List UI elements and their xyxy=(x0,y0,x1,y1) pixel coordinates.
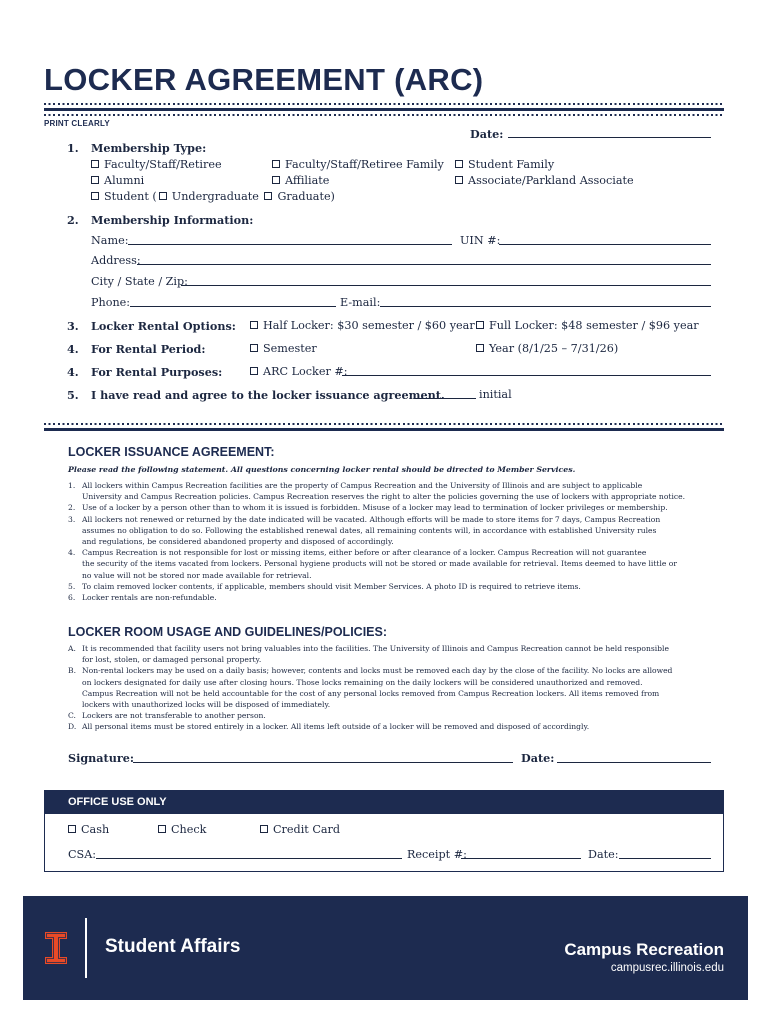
guidelines-item xyxy=(68,721,718,732)
option-arc-locker[interactable]: ARC Locker #: xyxy=(250,365,348,378)
q3-number: 3. xyxy=(67,319,79,333)
signature-label: Signature: xyxy=(68,751,134,765)
csa-field[interactable] xyxy=(96,858,402,859)
footer-banner xyxy=(23,896,748,1000)
footer-divider xyxy=(85,918,87,978)
date-field[interactable] xyxy=(508,137,711,138)
guidelines-item-number: D. xyxy=(68,722,77,732)
student-affairs-label: Student Affairs xyxy=(105,936,241,957)
guidelines-item-text: lockers with unauthorized locks will be disposed of immediately. xyxy=(82,700,331,710)
guidelines-heading: LOCKER ROOM USAGE AND GUIDELINES/POLICIES: xyxy=(68,625,388,639)
option-credit-card[interactable]: Credit Card xyxy=(260,823,340,836)
guidelines-item-text: for lost, stolen, or damaged personal property. xyxy=(82,655,262,665)
divider xyxy=(44,103,724,105)
date-label: Date: xyxy=(470,127,504,141)
issuance-item-number: 6. xyxy=(68,593,76,603)
guidelines-item xyxy=(68,665,718,710)
name-field[interactable] xyxy=(128,244,452,245)
checkbox-icon[interactable] xyxy=(158,825,166,833)
guidelines-item-number: B. xyxy=(68,666,76,676)
q4-number: 4. xyxy=(67,342,79,356)
option-year[interactable]: Year (8/1/25 – 7/31/26) xyxy=(476,342,618,355)
option-check[interactable]: Check xyxy=(158,823,206,836)
issuance-item-text: University and Campus Recreation policies. Campus Recreation reserves the right to alter the policies governing the use of lockers with appropriate notice. xyxy=(82,492,686,502)
issuance-item-text: All lockers not renewed or returned by the date indicated will be vacated. Although efforts will be made to store items for 7 days, Campus Recreation xyxy=(82,514,661,524)
guidelines-item xyxy=(68,643,718,665)
checkbox-icon[interactable] xyxy=(250,344,258,352)
office-date-field[interactable] xyxy=(619,858,711,859)
city-label: City / State / Zip: xyxy=(91,275,188,288)
initial-field[interactable] xyxy=(415,398,476,399)
checkbox-icon[interactable] xyxy=(272,160,280,168)
guidelines-item-text: on lockers designated for daily use after closing hours. Those locks remaining on the daily lockers will be considered unauthorized and removed. xyxy=(82,677,643,687)
issuance-item-text: Campus Recreation is not responsible for lost or missing items, either before or after clearance of a locker. Campus Recreation will not guarantee xyxy=(82,548,647,558)
issuance-item-number: 3. xyxy=(68,514,76,524)
divider xyxy=(44,114,724,116)
option-affiliate[interactable]: Affiliate xyxy=(272,174,329,187)
q3-label: Locker Rental Options: xyxy=(91,319,236,333)
option-half-locker[interactable]: Half Locker: $30 semester / $60 year xyxy=(250,319,475,332)
checkbox-icon[interactable] xyxy=(91,176,99,184)
email-label: E-mail: xyxy=(340,296,381,309)
issuance-intro: Please read the following statement. All questions concerning locker rental should be directed to Member Services. xyxy=(68,465,576,474)
q4-number: 4. xyxy=(67,365,79,379)
issuance-item xyxy=(68,480,718,502)
receipt-label: Receipt #: xyxy=(407,848,467,861)
issuance-item xyxy=(68,592,718,603)
print-clearly-note: PRINT CLEARLY xyxy=(44,119,110,128)
checkbox-icon[interactable] xyxy=(250,367,258,375)
option-student-family[interactable]: Student Family xyxy=(455,158,554,171)
city-field[interactable] xyxy=(181,285,711,286)
address-label: Address: xyxy=(91,254,141,267)
option-alumni[interactable]: Alumni xyxy=(91,174,144,187)
checkbox-icon[interactable] xyxy=(264,192,272,200)
issuance-item-number: 1. xyxy=(68,481,76,490)
issuance-item-text: no value will not be stored nor made available for retrieval. xyxy=(82,570,312,580)
issuance-item xyxy=(68,514,718,548)
q4-period-label: For Rental Period: xyxy=(91,342,206,356)
office-date-label: Date: xyxy=(588,848,619,861)
issuance-item-text: All lockers within Campus Recreation facilities are the property of Campus Recreation and the University of Illinois and are subject to applicable xyxy=(82,481,643,490)
name-label: Name: xyxy=(91,234,129,247)
csa-label: CSA: xyxy=(68,848,97,861)
guidelines-list xyxy=(68,643,718,733)
option-faculty[interactable]: Faculty/Staff/Retiree xyxy=(91,158,222,171)
guidelines-item-text: Non-rental lockers may be used on a daily basis; however, contents and locks must be removed each day by the close of the facility. No locks are allowed xyxy=(82,666,673,676)
q1-label: Membership Type: xyxy=(91,141,207,155)
issuance-item-text: the security of the items vacated from lockers. Personal hygiene products will not be stored or made available for retrieval. Items deemed to have little or xyxy=(82,559,678,569)
signature-field[interactable] xyxy=(133,762,513,763)
option-semester[interactable]: Semester xyxy=(250,342,317,355)
issuance-item-number: 5. xyxy=(68,581,76,591)
address-field[interactable] xyxy=(137,264,711,265)
divider xyxy=(44,108,724,111)
issuance-item xyxy=(68,581,718,592)
issuance-item-number: 4. xyxy=(68,548,76,558)
issuance-item-text: and regulations, be considered abandoned property and disposed of accordingly. xyxy=(82,537,394,547)
uin-field[interactable] xyxy=(499,244,711,245)
option-cash[interactable]: Cash xyxy=(68,823,109,836)
guidelines-item-text: It is recommended that facility users not bring valuables into the facilities. The University of Illinois and Campus Recreation cannot be held responsible xyxy=(82,644,669,653)
issuance-item xyxy=(68,547,718,581)
campus-recreation-label: Campus Recreation xyxy=(564,940,724,959)
option-faculty-family[interactable]: Faculty/Staff/Retiree Family xyxy=(272,158,444,171)
q2-label: Membership Information: xyxy=(91,213,254,227)
issuance-item-number: 2. xyxy=(68,503,76,513)
issuance-item-text: To claim removed locker contents, if applicable, members should visit Member Services. A photo ID is required to retrieve items. xyxy=(82,581,581,591)
checkbox-icon[interactable] xyxy=(260,825,268,833)
signature-date-field[interactable] xyxy=(557,762,711,763)
issuance-item xyxy=(68,502,718,513)
checkbox-icon[interactable] xyxy=(250,321,258,329)
email-field[interactable] xyxy=(380,306,711,307)
q2-number: 2. xyxy=(67,213,79,227)
option-associate[interactable]: Associate/Parkland Associate xyxy=(455,174,634,187)
guidelines-item-text: Campus Recreation will not be held accountable for the cost of any personal locks removed from Campus Recreation lockers. All items removed from xyxy=(82,688,660,698)
issuance-item-text: Use of a locker by a person other than to whom it is issued is forbidden. Misuse of a locker may lead to termination of locker privileges or membership. xyxy=(82,503,668,513)
option-student[interactable]: Student ( Undergraduate Graduate) xyxy=(91,190,335,203)
checkbox-icon[interactable] xyxy=(455,176,463,184)
checkbox-icon[interactable] xyxy=(91,160,99,168)
issuance-heading: LOCKER ISSUANCE AGREEMENT: xyxy=(68,445,275,459)
q5-number: 5. xyxy=(67,388,79,402)
page-title: LOCKER AGREEMENT (ARC) xyxy=(44,62,484,97)
option-full-locker[interactable]: Full Locker: $48 semester / $96 year xyxy=(476,319,699,332)
checkbox-icon[interactable] xyxy=(68,825,76,833)
q4-purposes-label: For Rental Purposes: xyxy=(91,365,223,379)
q1-number: 1. xyxy=(67,141,79,155)
office-use-box xyxy=(44,814,724,872)
divider xyxy=(44,423,724,425)
checkbox-icon[interactable] xyxy=(159,192,167,200)
receipt-field[interactable] xyxy=(461,858,581,859)
guidelines-item-number: C. xyxy=(68,711,76,721)
phone-label: Phone: xyxy=(91,296,131,309)
checkbox-icon[interactable] xyxy=(91,192,99,200)
guidelines-item xyxy=(68,710,718,721)
issuance-item-text: Locker rentals are non-refundable. xyxy=(82,593,217,603)
signature-date-label: Date: xyxy=(521,751,555,765)
issuance-item-text: assumes no obligation to do so. Following the established renewal dates, all remaining contents will, in accordance with established University rules xyxy=(82,525,657,535)
office-use-heading: OFFICE USE ONLY xyxy=(44,790,724,814)
guidelines-item-number: A. xyxy=(68,644,76,653)
guidelines-item-text: Lockers are not transferable to another person. xyxy=(82,711,266,721)
checkbox-icon[interactable] xyxy=(272,176,280,184)
phone-field[interactable] xyxy=(130,306,336,307)
block-i-logo-icon xyxy=(45,932,67,964)
uin-label: UIN #: xyxy=(460,234,501,247)
initial-label: initial xyxy=(479,388,512,401)
issuance-list xyxy=(68,480,718,603)
guidelines-item-text: All personal items must be stored entirely in a locker. All items left outside of a locker will be removed and disposed of accordingly. xyxy=(82,722,590,732)
campusrec-url: campusrec.illinois.edu xyxy=(610,962,724,974)
checkbox-icon[interactable] xyxy=(476,344,484,352)
divider xyxy=(44,428,724,431)
q5-label: I have read and agree to the locker issuance agreement. xyxy=(91,388,445,402)
checkbox-icon[interactable] xyxy=(455,160,463,168)
checkbox-icon[interactable] xyxy=(476,321,484,329)
arc-locker-number-field[interactable] xyxy=(342,375,711,376)
